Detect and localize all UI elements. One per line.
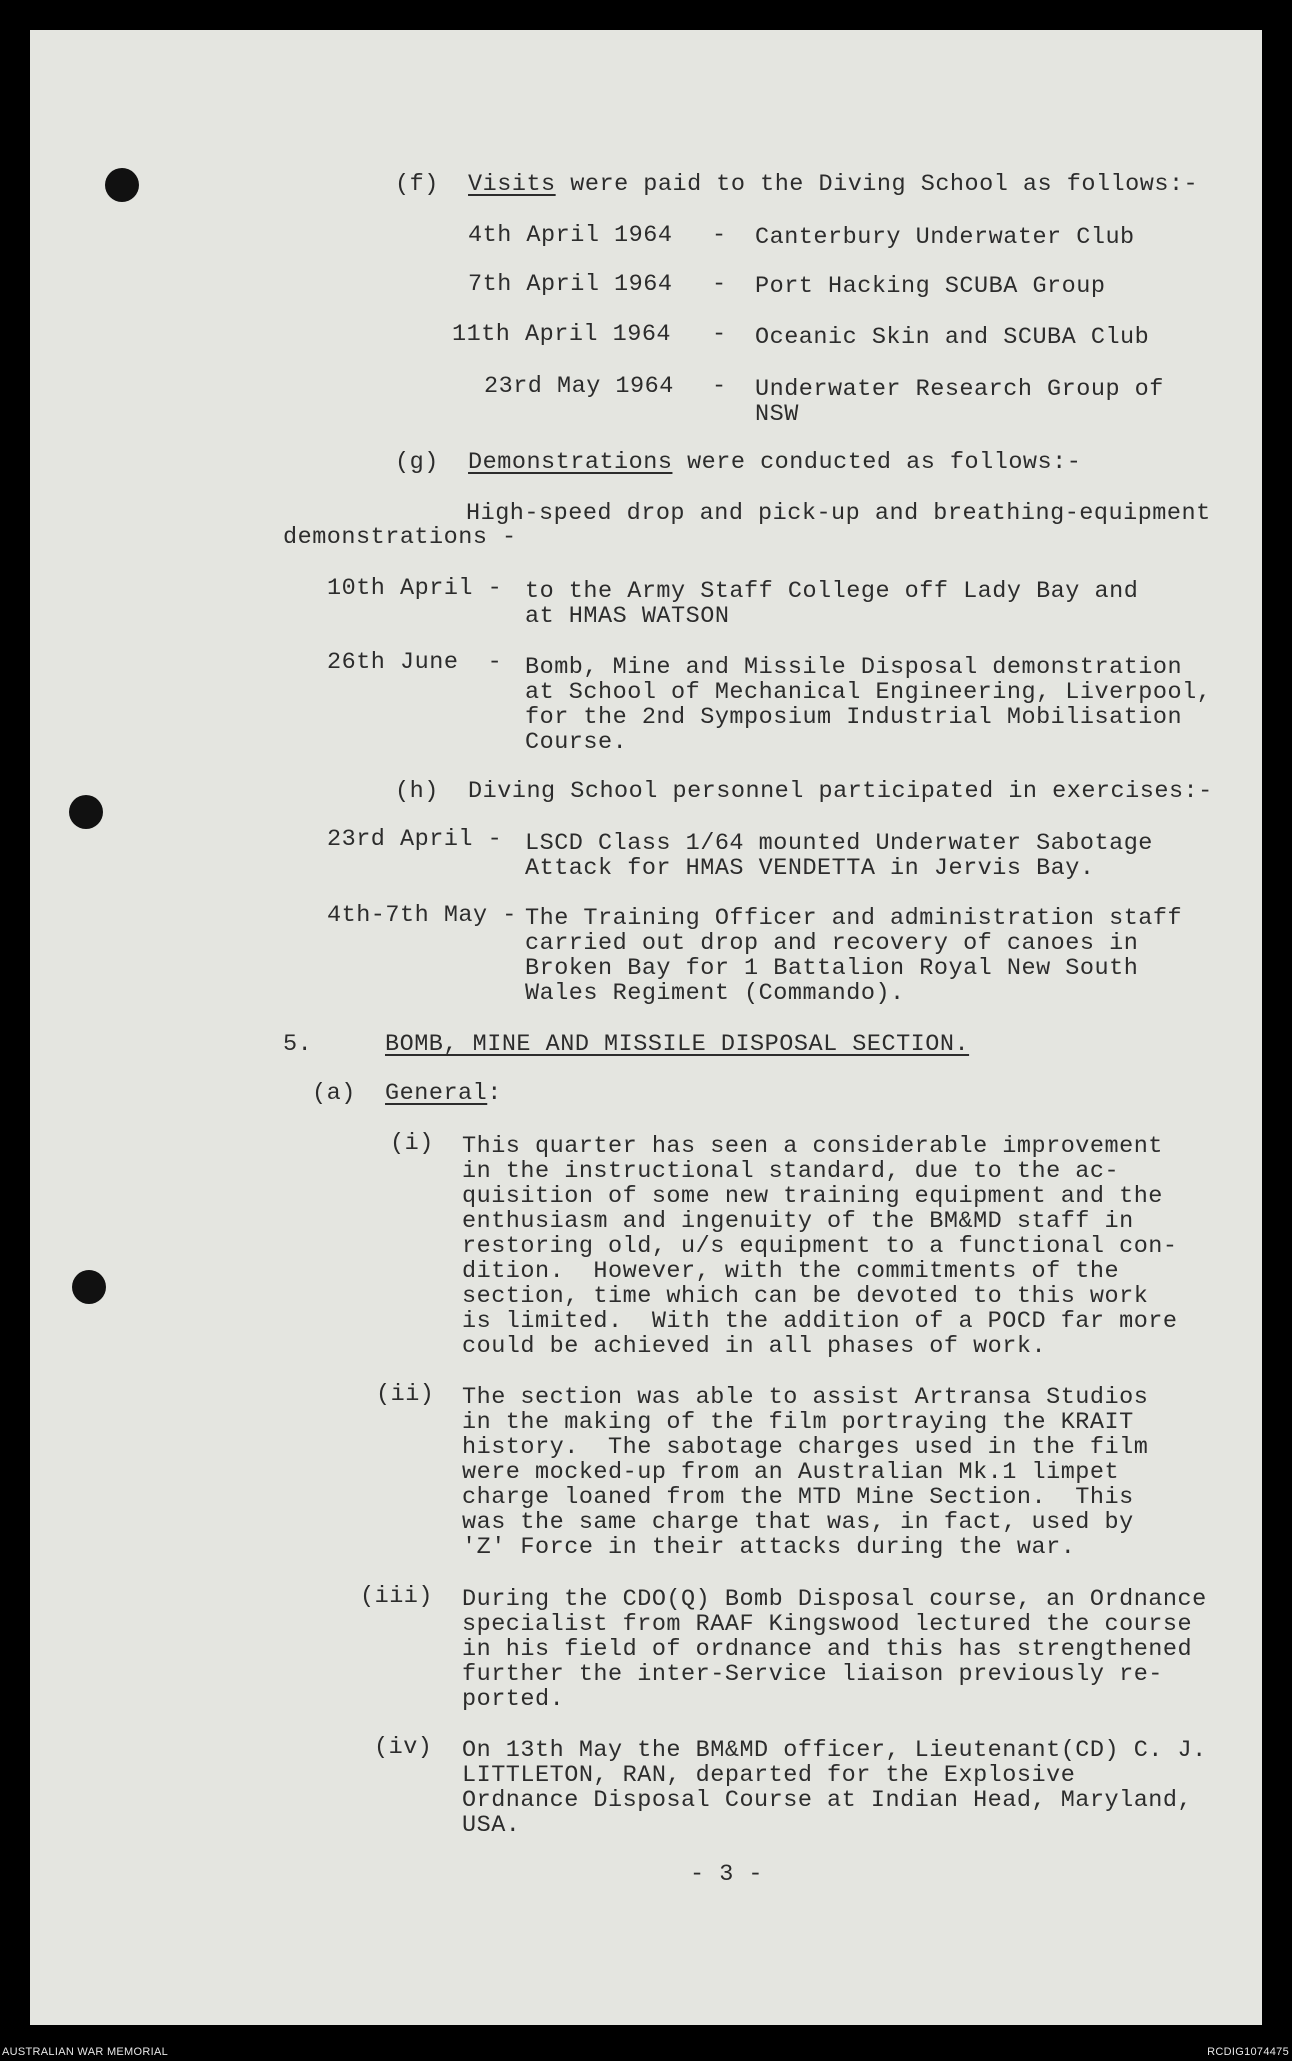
section-g-intro: demonstrations - (283, 524, 517, 551)
section-g-intro: High-speed drop and pick-up and breathing-equipment (466, 500, 1211, 527)
section-h-label: (h) (395, 778, 439, 805)
demo-desc: to the Army Staff College off Lady Bay and at HMAS WATSON (525, 578, 1139, 630)
visit-dash: - (712, 321, 727, 348)
visit-dash: - (712, 222, 727, 249)
punch-hole (105, 168, 139, 202)
visit-dash: - (712, 271, 727, 298)
subsection-a-colon: : (487, 1080, 502, 1107)
visit-desc: Oceanic Skin and SCUBA Club (755, 324, 1150, 351)
exercise-desc: The Training Officer and administration staff carried out drop and recovery of canoes in Broken Bay for 1 Battalion Royal New South Wales Regiment (Commando). (525, 905, 1183, 1007)
section-f-text: were paid to the Diving School as follows:- (555, 171, 1199, 198)
section-f-line (395, 172, 1198, 197)
subsection-a-heading: General (385, 1080, 488, 1107)
section-5-heading: BOMB, MINE AND MISSILE DISPOSAL SECTION. (385, 1031, 970, 1058)
section-f-label: (f) (395, 171, 439, 198)
page-number: - 3 - (690, 1861, 764, 1888)
paragraph-text: During the CDO(Q) Bomb Disposal course, an Ordnance specialist from RAAF Kingswood lectured the course in his field of ordnance and this has strengthened further the inter-Service liaison previously re- ported. (462, 1586, 1207, 1713)
section-g-text: were conducted as follows:- (672, 449, 1082, 476)
subsection-a-line (312, 1081, 502, 1106)
section-h-text: Diving School personnel participated in exercises:- (468, 778, 1213, 805)
demo-desc: Bomb, Mine and Missile Disposal demonstration at School of Mechanical Engineering, Liverpool, for the 2nd Symposium Industrial Mobilisation Course. (525, 654, 1212, 756)
visit-date: 23rd May 1964 (484, 373, 674, 400)
section-g-line (395, 450, 1081, 475)
visit-date: 7th April 1964 (468, 271, 673, 298)
footer-left: AUSTRALIAN WAR MEMORIAL (2, 2046, 169, 2058)
paragraph-number: (ii) (376, 1381, 435, 1408)
subsection-a-label: (a) (312, 1080, 356, 1107)
exercise-date: 23rd April - (327, 826, 503, 853)
section-g-label: (g) (395, 449, 439, 476)
visit-desc: Port Hacking SCUBA Group (755, 273, 1106, 300)
exercise-date: 4th-7th May - (327, 902, 517, 929)
section-h-line (395, 779, 1213, 804)
demo-date: 10th April - (327, 575, 503, 602)
paragraph-text: On 13th May the BM&MD officer, Lieutenant(CD) C. J. LITTLETON, RAN, departed for the Explosive Ordnance Disposal Course at Indian Head, Maryland, USA. (462, 1737, 1207, 1839)
visit-dash: - (712, 373, 727, 400)
paragraph-number: (iii) (360, 1583, 434, 1610)
demo-date: 26th June - (327, 649, 503, 676)
paragraph-number: (iv) (374, 1734, 433, 1761)
visit-desc: Canterbury Underwater Club (755, 224, 1135, 251)
footer-right: RCDIG1074475 (1207, 2046, 1289, 2058)
exercise-desc: LSCD Class 1/64 mounted Underwater Sabotage Attack for HMAS VENDETTA in Jervis Bay. (525, 830, 1153, 882)
section-g-heading: Demonstrations (468, 449, 673, 476)
paragraph-text: The section was able to assist Artransa Studios in the making of the film portraying the KRAIT history. The sabotage charges used in the film were mocked-up from an Australian Mk.1 limpet charge loaned from the MTD Mine Section. This was the same charge that was, in fact, used by 'Z' Force in their attacks during the war. (462, 1384, 1149, 1561)
visit-desc: Underwater Research Group of NSW (755, 376, 1164, 428)
section-f-heading: Visits (468, 171, 556, 198)
punch-hole (72, 1270, 106, 1304)
paragraph-number: (i) (390, 1130, 434, 1157)
visit-date: 4th April 1964 (468, 222, 673, 249)
visit-date: 11th April 1964 (452, 321, 672, 348)
paragraph-text: This quarter has seen a considerable improvement in the instructional standard, due to the ac- quisition of some new training equipment and the enthusiasm and ingenuity of the BM&MD staff in restoring old, u/s equipment to a functional con- dition. However, with the commitments of the section, time which can be devoted to this work is limited. With the addition of a POCD far more could be achieved in all phases of work. (462, 1133, 1178, 1360)
punch-hole (69, 795, 103, 829)
section-5-number: 5. (283, 1031, 313, 1058)
